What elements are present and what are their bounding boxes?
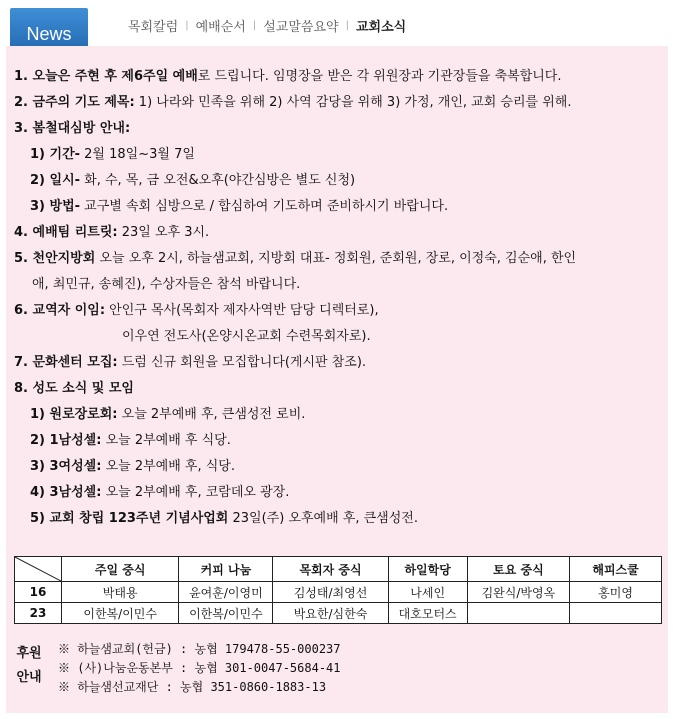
tab-bar bbox=[128, 16, 413, 35]
announcement-text: 오늘 2부예배 후 식당. bbox=[101, 433, 231, 448]
announcement-text: 화, 수, 목, 금 오전&오후(야간심방은 별도 신청) bbox=[80, 173, 356, 188]
tab-pastor-column[interactable]: 목회칼럼 bbox=[128, 20, 179, 35]
table-cell: 대호모터스 bbox=[388, 603, 467, 624]
announcement-heading: 8. 성도 소식 및 모임 bbox=[14, 381, 134, 396]
announcement-text: 23일(주) 오후예배 후, 큰샘성전. bbox=[228, 511, 418, 526]
announcement-item bbox=[14, 194, 660, 220]
announcement-text: 1) 나라와 민족을 위해 2) 사역 감당을 위해 3) 가정, 개인, 교회 승리를 위해. bbox=[134, 95, 572, 110]
announcement-text: 드럼 신규 회원을 모집합니다(게시판 참조). bbox=[117, 355, 367, 370]
announcement-text: 로 드립니다. 임명장을 받은 각 위원장과 기관장들을 축복합니다. bbox=[197, 69, 562, 84]
announcement-heading: 1. 오늘은 주현 후 제6주일 예배 bbox=[14, 69, 198, 84]
announcement-text: 안인구 목사(목회자 제자사역반 담당 디렉터로), bbox=[105, 303, 379, 318]
announcement-item bbox=[14, 168, 660, 194]
announcement-item bbox=[14, 272, 660, 298]
announcement-heading: 3) 방법- bbox=[30, 199, 81, 214]
announcement-heading: 2. 금주의 기도 제목: bbox=[14, 95, 135, 110]
announcement-text: 이우연 전도사(온양시온교회 수련목회자로). bbox=[122, 329, 371, 344]
column-header: 목회자 중식 bbox=[273, 557, 388, 582]
announcement-item bbox=[14, 324, 660, 350]
announcement-item bbox=[14, 480, 660, 506]
announcement-heading: 4. 예배팀 리트릿: bbox=[14, 225, 118, 240]
announcement-heading: 4) 3남성셀: bbox=[30, 485, 102, 500]
announcement-item bbox=[14, 428, 660, 454]
announcement-text: 오늘 2부예배 후, 코람데오 광장. bbox=[101, 485, 290, 500]
tab-worship-order[interactable]: 예배순서 bbox=[195, 20, 246, 35]
bank-account: ※ 하늘샘교회(헌금) : 농협 179478-55-000237 bbox=[58, 642, 341, 656]
column-header: 주일 중식 bbox=[61, 557, 178, 582]
announcement-item bbox=[14, 454, 660, 480]
announcement-heading: 3) 3여성셀: bbox=[30, 459, 102, 474]
account-list bbox=[58, 640, 341, 697]
announcement-item bbox=[14, 116, 660, 142]
tab-sermon-summary[interactable]: 설교말씀요약 bbox=[263, 20, 339, 35]
table-cell: 윤여훈/이영미 bbox=[179, 582, 273, 603]
announcement-item bbox=[14, 298, 660, 324]
row-date: 23 bbox=[15, 603, 62, 624]
donation-title-line: 후원 bbox=[16, 646, 42, 661]
news-badge-label: News bbox=[26, 23, 72, 44]
announcement-list bbox=[14, 64, 660, 532]
tab-church-news[interactable]: 교회소식 bbox=[355, 20, 407, 35]
announcement-text: 23일 오후 3시. bbox=[117, 225, 210, 240]
table-corner-cell bbox=[15, 557, 62, 582]
announcement-text: 오늘 오후 2시, 하늘샘교회, 지방회 대표- 정회원, 준회원, 장로, 이정숙, 김순애, 한인 bbox=[95, 251, 577, 266]
row-date: 16 bbox=[15, 582, 62, 603]
table-row bbox=[15, 582, 662, 603]
announcement-heading: 7. 문화센터 모집: bbox=[14, 355, 118, 370]
tab-separator: | bbox=[345, 20, 349, 31]
table-row bbox=[15, 603, 662, 624]
announcement-item bbox=[14, 402, 660, 428]
announcement-text: 교구별 속회 심방으로 / 합심하여 기도하며 준비하시기 바랍니다. bbox=[80, 199, 449, 214]
announcement-text: 애, 최민규, 송혜진), 수상자들은 참석 바랍니다. bbox=[32, 277, 301, 292]
announcement-item bbox=[14, 90, 660, 116]
bank-account: ※ 하늘샘선교재단 : 농협 351-0860-1883-13 bbox=[58, 680, 327, 694]
column-header: 커피 나눔 bbox=[179, 557, 273, 582]
table-cell bbox=[467, 603, 569, 624]
tab-separator: | bbox=[252, 20, 257, 31]
announcement-text: 오늘 2부예배 후, 식당. bbox=[101, 459, 235, 474]
announcement-heading: 2) 일시- bbox=[30, 173, 81, 188]
table-cell: 이한복/이민수 bbox=[61, 603, 178, 624]
table-cell: 박요한/심한숙 bbox=[273, 603, 388, 624]
announcement-heading: 5. 천안지방회 bbox=[14, 251, 96, 266]
news-panel bbox=[6, 46, 668, 713]
donation-info-title bbox=[14, 642, 44, 690]
table-cell: 이한복/이민수 bbox=[179, 603, 273, 624]
table-cell: 나세인 bbox=[388, 582, 467, 603]
announcement-heading: 1) 기간- bbox=[30, 147, 81, 162]
announcement-heading: 6. 교역자 이임: bbox=[14, 303, 106, 318]
column-header: 하일학당 bbox=[388, 557, 467, 582]
announcement-item bbox=[14, 246, 660, 272]
announcement-heading: 5) 교회 창립 123주년 기념사업회 bbox=[30, 511, 229, 526]
announcement-item bbox=[14, 506, 660, 532]
announcement-heading: 2) 1남성셀: bbox=[30, 433, 102, 448]
bank-account: ※ (사)나눔운동본부 : 농협 301-0047-5684-41 bbox=[58, 661, 341, 675]
table-cell: 박태용 bbox=[61, 582, 178, 603]
donation-title-line: 안내 bbox=[16, 670, 42, 685]
service-schedule-table bbox=[14, 556, 662, 624]
column-header: 해피스쿨 bbox=[570, 557, 662, 582]
announcement-text: 2월 18일~3월 7일 bbox=[80, 147, 195, 162]
announcement-item bbox=[14, 220, 660, 246]
tab-separator: | bbox=[185, 20, 189, 31]
column-header: 토요 중식 bbox=[467, 557, 569, 582]
announcement-item bbox=[14, 142, 660, 168]
announcement-item bbox=[14, 64, 660, 90]
announcement-heading: 1) 원로장로회: bbox=[30, 407, 118, 422]
table-cell bbox=[570, 603, 662, 624]
announcement-item bbox=[14, 350, 660, 376]
table-cell: 김완식/박영옥 bbox=[467, 582, 569, 603]
announcement-heading: 3. 봄철대심방 안내: bbox=[14, 121, 131, 136]
announcement-text: 오늘 2부예배 후, 큰샘성전 로비. bbox=[117, 407, 306, 422]
table-cell: 김성태/최영선 bbox=[273, 582, 388, 603]
table-cell: 홍미영 bbox=[570, 582, 662, 603]
announcement-item bbox=[14, 376, 660, 402]
